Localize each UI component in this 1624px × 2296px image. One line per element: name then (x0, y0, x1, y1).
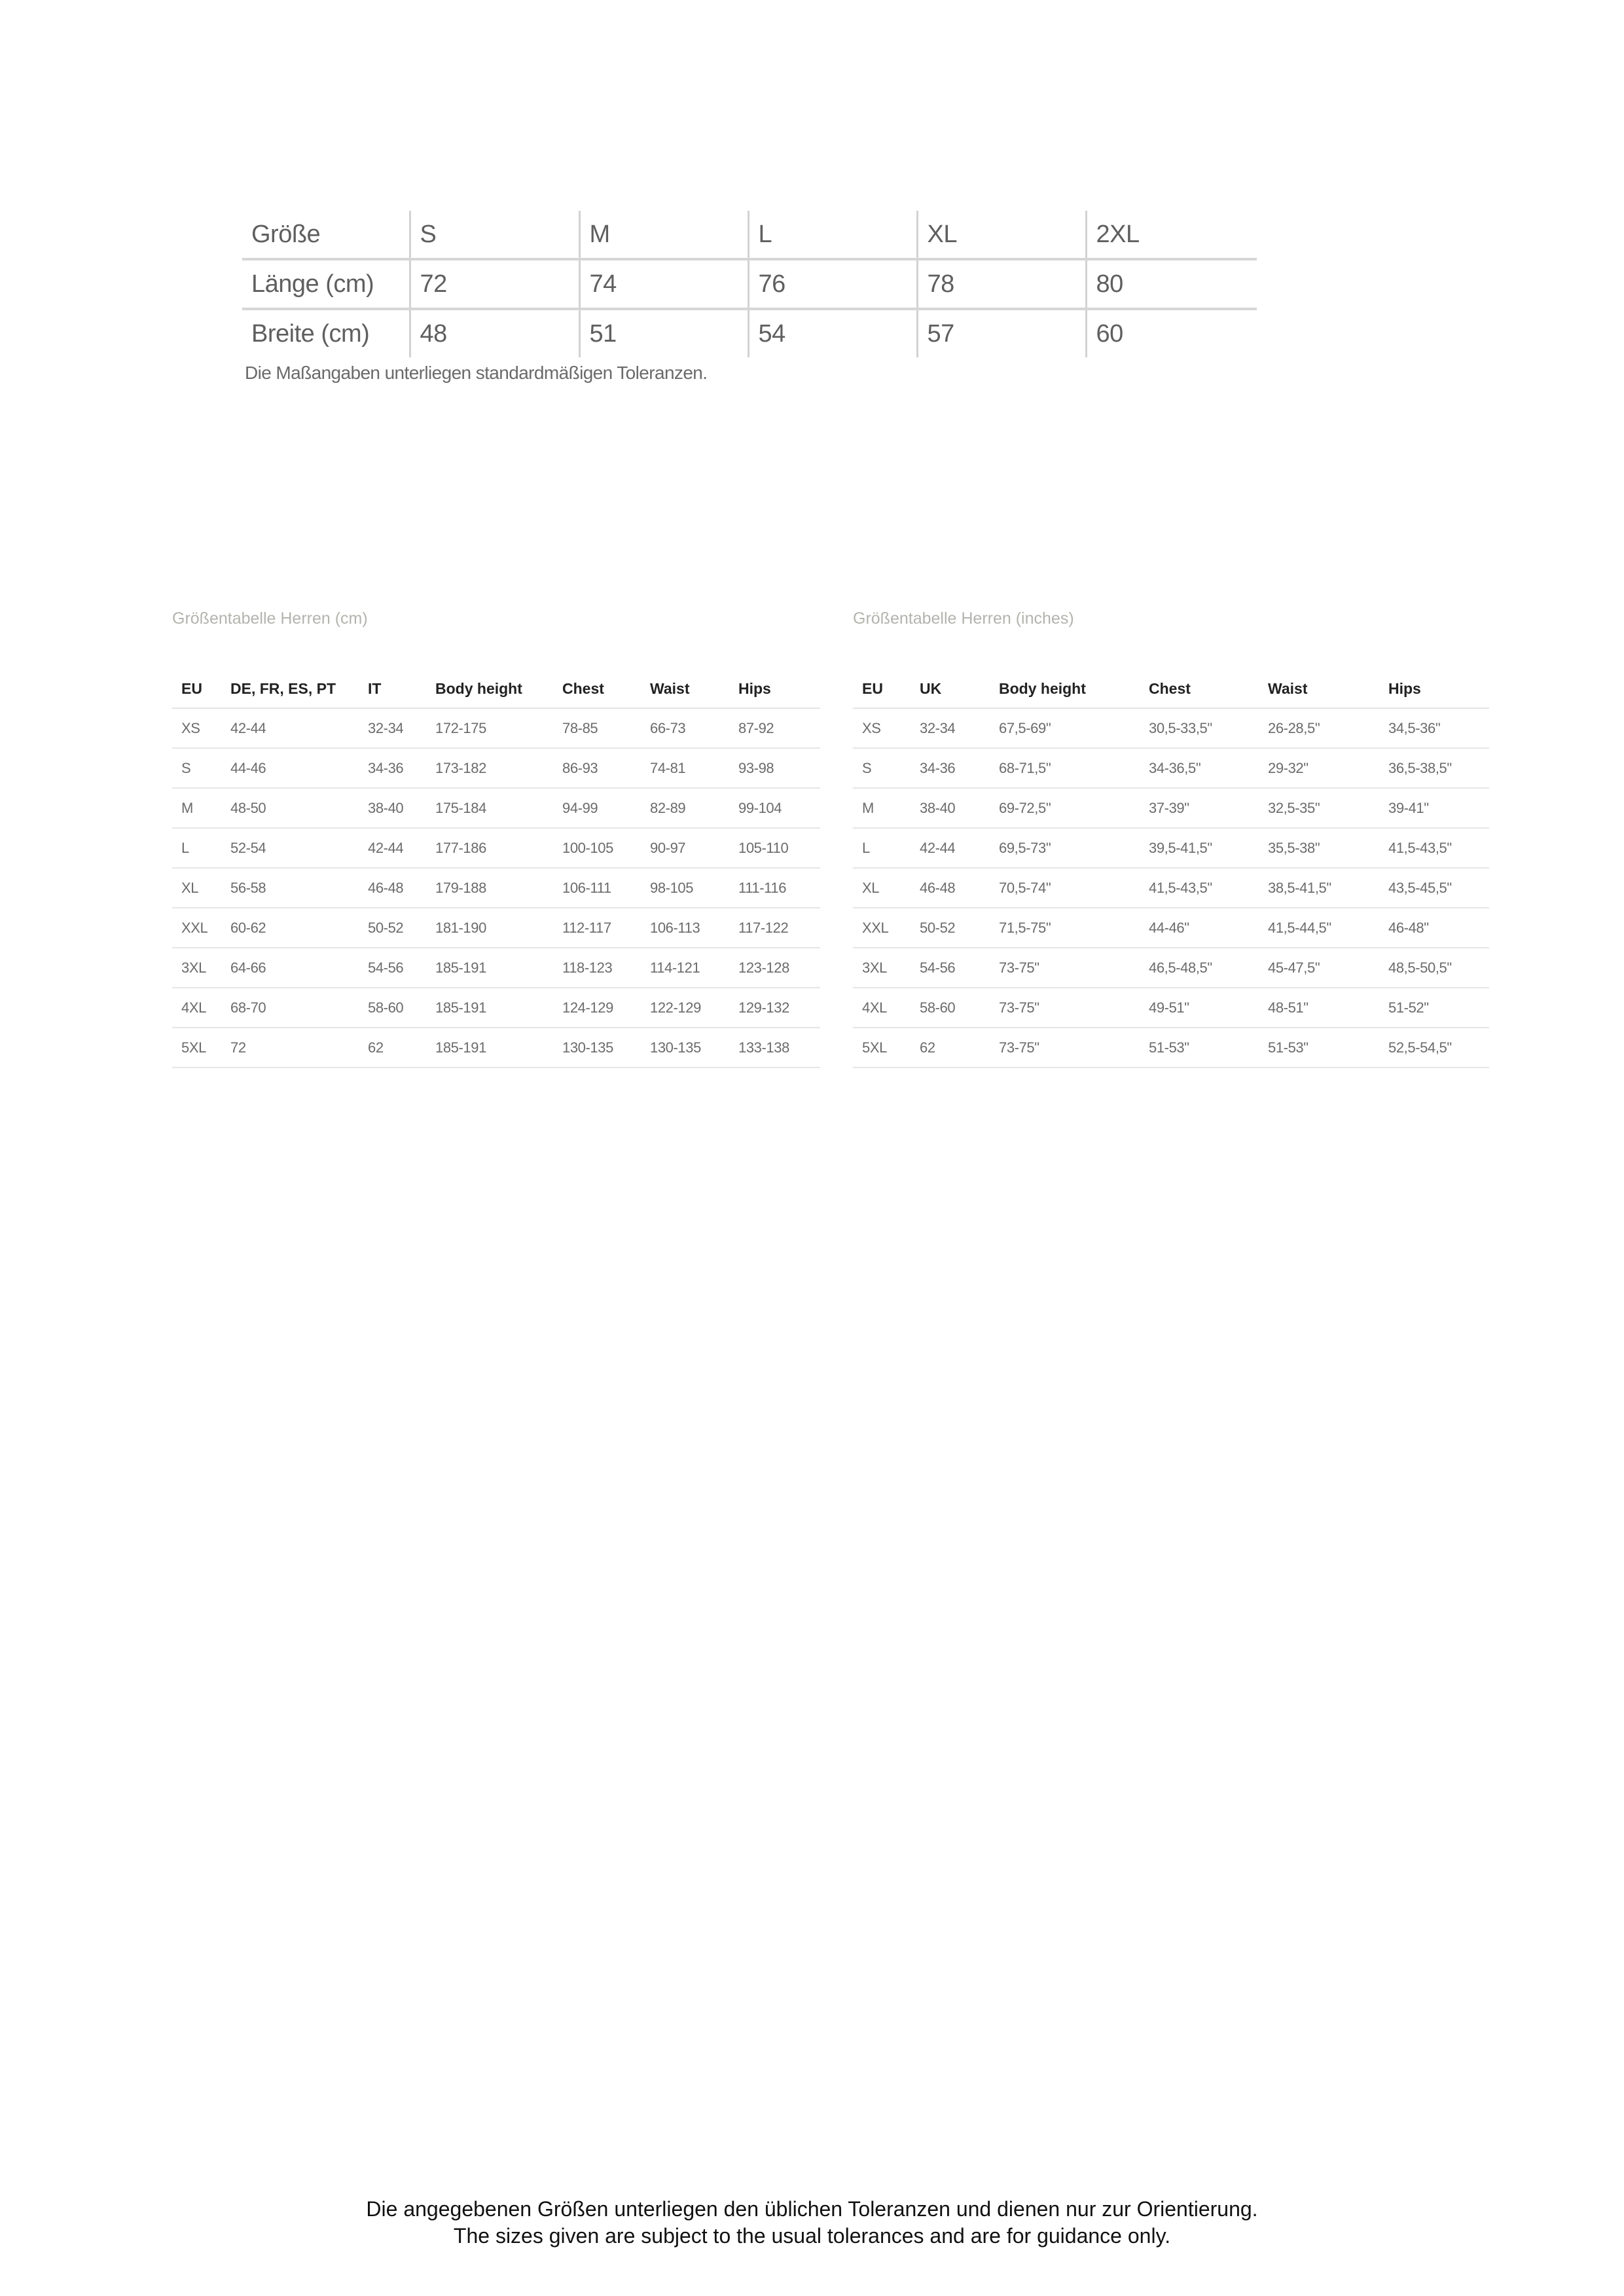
table-cell: 185-191 (426, 948, 553, 988)
column-header: Waist (1259, 670, 1379, 708)
table-cell: XXL (172, 908, 221, 948)
table-cell: 111-116 (729, 868, 820, 908)
column-header: Body height (990, 670, 1140, 708)
column-header: Chest (553, 670, 641, 708)
table-cell: 78-85 (553, 708, 641, 748)
table-cell: 74-81 (641, 748, 729, 788)
table-cell: 129-132 (729, 988, 820, 1028)
table-cell: 51-52" (1379, 988, 1489, 1028)
table-cell: 5XL (172, 1028, 221, 1067)
table-cell: 58-60 (911, 988, 990, 1028)
table-cell: 122-129 (641, 988, 729, 1028)
table-cell: 43,5-45,5" (1379, 868, 1489, 908)
table-cell: 51-53" (1140, 1028, 1259, 1067)
table-cell: 35,5-38" (1259, 828, 1379, 868)
table-cell: M (172, 788, 221, 828)
table-cell: 52,5-54,5" (1379, 1028, 1489, 1067)
table-cell: 130-135 (641, 1028, 729, 1067)
footer-line-en: The sizes given are subject to the usual tolerances and are for guidance only. (453, 2224, 1171, 2248)
table-cell: 44-46" (1140, 908, 1259, 948)
table-cell: 56-58 (221, 868, 359, 908)
table-cell: 42-44 (911, 828, 990, 868)
table-cell: 73-75" (990, 948, 1140, 988)
column-header: Body height (426, 670, 553, 708)
table-row (853, 868, 1489, 908)
table-cell: 66-73 (641, 708, 729, 748)
table-cell: 39,5-41,5" (1140, 828, 1259, 868)
table-cell: 64-66 (221, 948, 359, 988)
table-cell: 38-40 (359, 788, 426, 828)
table-cell: 175-184 (426, 788, 553, 828)
table-cell: 52-54 (221, 828, 359, 868)
table-row (853, 748, 1489, 788)
footer-disclaimer (0, 2196, 1624, 2250)
size-chart-inches (853, 605, 1489, 1068)
table-cell: 3XL (172, 948, 221, 988)
table-row (853, 988, 1489, 1028)
table-row (172, 708, 820, 748)
table-cell: 39-41" (1379, 788, 1489, 828)
table-cell: 62 (359, 1028, 426, 1067)
tolerance-note: Die Maßangaben unterliegen standardmäßigen Toleranzen. (245, 363, 708, 383)
table-row (172, 868, 820, 908)
table-cell: 181-190 (426, 908, 553, 948)
size-chart-cm-title: Größentabelle Herren (cm) (172, 609, 368, 628)
table-cell: 106-113 (641, 908, 729, 948)
table-cell: 46-48 (911, 868, 990, 908)
table-cell: 123-128 (729, 948, 820, 988)
column-header: Hips (1379, 670, 1489, 708)
table-cell: 90-97 (641, 828, 729, 868)
table-cell: 3XL (853, 948, 911, 988)
table-row (172, 828, 820, 868)
table-row (853, 948, 1489, 988)
table-cell: 38,5-41,5" (1259, 868, 1379, 908)
column-header: IT (359, 670, 426, 708)
table-cell: 99-104 (729, 788, 820, 828)
footer-line-de: Die angegebenen Größen unterliegen den üblichen Toleranzen und dienen nur zur Orientierung. (366, 2197, 1258, 2221)
table-cell: 78 (917, 259, 1086, 309)
table-row (853, 1028, 1489, 1067)
table-cell: 41,5-44,5" (1259, 908, 1379, 948)
row-label: Breite (cm) (251, 319, 370, 348)
table-cell: XS (853, 708, 911, 748)
column-header: Chest (1140, 670, 1259, 708)
table-cell: 32-34 (359, 708, 426, 748)
table-cell: 130-135 (553, 1028, 641, 1067)
table-cell: 118-123 (553, 948, 641, 988)
table-cell: 30,5-33,5" (1140, 708, 1259, 748)
table-cell: 58-60 (359, 988, 426, 1028)
table-cell: 185-191 (426, 988, 553, 1028)
table-row (172, 748, 820, 788)
table-cell: 105-110 (729, 828, 820, 868)
row-label: Größe (242, 211, 410, 259)
table-cell: 34-36 (911, 748, 990, 788)
table-cell: 72 (410, 259, 579, 309)
size-table-cm (172, 670, 820, 1068)
table-cell: 73-75" (990, 1028, 1140, 1067)
table-cell: 71,5-75" (990, 908, 1140, 948)
table-cell: 32,5-35" (1259, 788, 1379, 828)
table-cell: 69-72,5" (990, 788, 1140, 828)
table-cell: 41,5-43,5" (1379, 828, 1489, 868)
table-cell: 114-121 (641, 948, 729, 988)
table-cell: 4XL (172, 988, 221, 1028)
table-cell: XL (853, 868, 911, 908)
table-cell: L (172, 828, 221, 868)
table-cell: 50-52 (911, 908, 990, 948)
table-cell: 34-36,5" (1140, 748, 1259, 788)
table-row (172, 1028, 820, 1067)
table-cell: S (172, 748, 221, 788)
column-header: EU (853, 670, 911, 708)
table-cell: 72 (221, 1028, 359, 1067)
column-header: DE, FR, ES, PT (221, 670, 359, 708)
table-cell: 173-182 (426, 748, 553, 788)
table-cell: 179-188 (426, 868, 553, 908)
column-header: Hips (729, 670, 820, 708)
table-cell: 98-105 (641, 868, 729, 908)
table-cell: 112-117 (553, 908, 641, 948)
table-cell: XS (172, 708, 221, 748)
table-cell: 46,5-48,5" (1140, 948, 1259, 988)
table-cell: 38-40 (911, 788, 990, 828)
garment-measurements (242, 211, 1257, 384)
table-cell: 117-122 (729, 908, 820, 948)
table-cell: 60-62 (221, 908, 359, 948)
table-cell: 54 (748, 309, 917, 357)
table-cell: 50-52 (359, 908, 426, 948)
table-cell: 106-111 (553, 868, 641, 908)
table-row (853, 708, 1489, 748)
column-header: EU (172, 670, 221, 708)
table-cell: S (853, 748, 911, 788)
table-row (172, 948, 820, 988)
table-cell: 54-56 (359, 948, 426, 988)
table-cell: 87-92 (729, 708, 820, 748)
table-cell: 62 (911, 1028, 990, 1067)
table-cell: XXL (853, 908, 911, 948)
table-cell: 46-48" (1379, 908, 1489, 948)
table-cell: 60 (1086, 309, 1257, 357)
row-label: Länge (cm) (242, 259, 410, 309)
table-row (172, 908, 820, 948)
table-cell: M (579, 211, 748, 259)
size-chart-inches-title: Größentabelle Herren (inches) (853, 609, 1074, 628)
table-row (242, 259, 1257, 309)
table-cell: 57 (917, 309, 1086, 357)
table-cell: 49-51" (1140, 988, 1259, 1028)
table-cell: M (853, 788, 911, 828)
table-cell: 172-175 (426, 708, 553, 748)
table-cell: 185-191 (426, 1028, 553, 1067)
table-cell: 93-98 (729, 748, 820, 788)
table-cell: 82-89 (641, 788, 729, 828)
table-cell: 26-28,5" (1259, 708, 1379, 748)
table-cell: 100-105 (553, 828, 641, 868)
table-cell: XL (917, 211, 1086, 259)
table-cell: 54-56 (911, 948, 990, 988)
table-cell: 46-48 (359, 868, 426, 908)
table-cell: 86-93 (553, 748, 641, 788)
table-cell: 48-51" (1259, 988, 1379, 1028)
table-cell: 48-50 (221, 788, 359, 828)
table-cell: L (853, 828, 911, 868)
table-row (242, 309, 1257, 357)
table-cell: 67,5-69" (990, 708, 1140, 748)
table-cell: 68-71,5" (990, 748, 1140, 788)
table-row (172, 988, 820, 1028)
garment-table (242, 211, 1257, 357)
table-cell: 32-34 (911, 708, 990, 748)
table-cell: 51-53" (1259, 1028, 1379, 1067)
table-cell: 5XL (853, 1028, 911, 1067)
table-cell: S (410, 211, 579, 259)
table-cell: 41,5-43,5" (1140, 868, 1259, 908)
column-header: UK (911, 670, 990, 708)
table-cell: 177-186 (426, 828, 553, 868)
table-cell: 124-129 (553, 988, 641, 1028)
table-cell: 70,5-74" (990, 868, 1140, 908)
column-header: Waist (641, 670, 729, 708)
table-cell: 42-44 (359, 828, 426, 868)
table-row (853, 908, 1489, 948)
table-row (853, 788, 1489, 828)
table-cell: 48 (410, 309, 579, 357)
table-cell: 45-47,5" (1259, 948, 1379, 988)
size-chart-cm (172, 605, 820, 1068)
table-cell: 94-99 (553, 788, 641, 828)
table-cell: 37-39" (1140, 788, 1259, 828)
table-cell: 51 (579, 309, 748, 357)
table-cell: XL (172, 868, 221, 908)
size-table-inches (853, 670, 1489, 1068)
table-cell: 44-46 (221, 748, 359, 788)
table-cell: 48,5-50,5" (1379, 948, 1489, 988)
table-cell: 76 (748, 259, 917, 309)
table-cell: 36,5-38,5" (1379, 748, 1489, 788)
table-cell: 74 (579, 259, 748, 309)
table-cell: 80 (1086, 259, 1257, 309)
table-cell: 2XL (1086, 211, 1257, 259)
table-cell: 34,5-36" (1379, 708, 1489, 748)
table-cell: L (748, 211, 917, 259)
table-cell: 73-75" (990, 988, 1140, 1028)
table-cell: 4XL (853, 988, 911, 1028)
table-cell: 42-44 (221, 708, 359, 748)
table-cell: 133-138 (729, 1028, 820, 1067)
table-cell: 69,5-73" (990, 828, 1140, 868)
table-cell: 34-36 (359, 748, 426, 788)
table-row (242, 211, 1257, 259)
table-cell: 29-32" (1259, 748, 1379, 788)
table-row (172, 788, 820, 828)
table-cell: 68-70 (221, 988, 359, 1028)
table-row (853, 828, 1489, 868)
